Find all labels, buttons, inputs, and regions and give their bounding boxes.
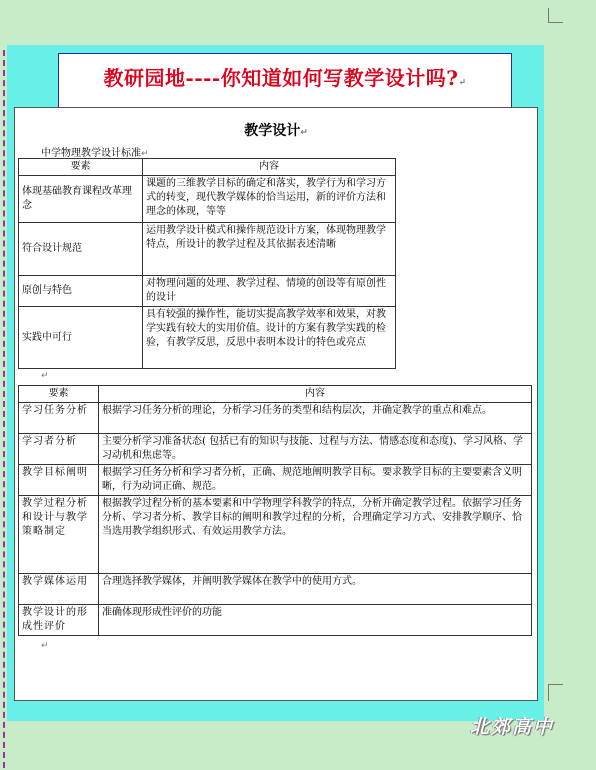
column-header: 内容 bbox=[143, 159, 396, 176]
table-cell-key: 体现基础教育课程改革理念 bbox=[19, 176, 143, 223]
table-cell-key: 学习任务分析 bbox=[19, 403, 99, 434]
table-header-row bbox=[19, 159, 396, 176]
school-watermark: 北郊高中 bbox=[470, 716, 555, 738]
document-panel bbox=[14, 107, 538, 701]
table-row bbox=[19, 403, 532, 434]
column-header: 要素 bbox=[19, 386, 99, 403]
table-cell-key: 教学媒体运用 bbox=[19, 574, 99, 605]
column-header: 内容 bbox=[99, 386, 532, 403]
table-cell-value: 根据学习任务分析和学习者分析，正确、规范地阐明教学目标。要求教学目标的主要要素含义明晰，行为动词正确、规范。 bbox=[99, 465, 532, 496]
table-cell-value: 主要分析学习准备状态( 包括已有的知识与技能、过程与方法、情感态度和态度)、学习风格、学习动机和焦虑等。 bbox=[99, 434, 532, 465]
table-row bbox=[19, 176, 396, 223]
table-row bbox=[19, 276, 396, 307]
table-cell-key: 学习者分析 bbox=[19, 434, 99, 465]
page-corner-mark-bottom bbox=[548, 684, 563, 701]
paragraph-mark: ↵ bbox=[41, 371, 49, 381]
banner-title-box bbox=[58, 53, 512, 108]
table-row bbox=[19, 307, 396, 369]
table-row bbox=[19, 605, 532, 636]
table-row bbox=[19, 223, 396, 276]
table-cell-value: 根据教学过程分析的基本要素和中学物理学科教学的特点，分析并确定教学过程。依据学习任务分析、学习者分析、教学目标的阐明和教学过程的分析，合理确定学习方式、安排教学顺序、恰当选用教学组织形式、有效运用教学方法。 bbox=[99, 496, 532, 574]
table-cell-value: 课题的三维教学目标的确定和落实，教学行为和学习方式的转变，现代教学媒体的恰当运用，新的评价方法和理念的体现，等等 bbox=[143, 176, 396, 223]
table-cell-value: 合理选择教学媒体，并阐明教学媒体在教学中的使用方式。 bbox=[99, 574, 532, 605]
table-cell-key: 教学过程分析和设计与教学策略制定 bbox=[19, 496, 99, 574]
table-cell-key: 教学设计的形成性评价 bbox=[19, 605, 99, 636]
table-cell-key: 原创与特色 bbox=[19, 276, 143, 307]
standards-table bbox=[18, 158, 396, 369]
table-cell-key: 符合设计规范 bbox=[19, 223, 143, 276]
table-cell-key: 实践中可行 bbox=[19, 307, 143, 369]
margin-guide-line bbox=[3, 50, 5, 768]
table-header-row bbox=[19, 386, 532, 403]
table-row bbox=[19, 496, 532, 574]
document-subtitle: 中学物理教学设计标准↵ bbox=[41, 148, 149, 159]
column-header: 要素 bbox=[19, 159, 143, 176]
document-title: 教学设计↵ bbox=[244, 123, 308, 139]
table-cell-value: 具有较强的操作性，能切实提高教学效率和效果，对教学实践有较大的实用价值。设计的方案有教学实践的检验，有教学反思，反思中表明本设计的特色或亮点 bbox=[143, 307, 396, 369]
table-cell-value: 对物理问题的处理、教学过程、情境的创设等有原创性的设计 bbox=[143, 276, 396, 307]
table-row bbox=[19, 434, 532, 465]
table-row bbox=[19, 574, 532, 605]
banner-title: 教研园地----你知道如何写教学设计吗?↵ bbox=[103, 66, 467, 90]
table-cell-value: 根据学习任务分析的理论，分析学习任务的类型和结构层次，并确定教学的重点和难点。 bbox=[99, 403, 532, 434]
table-cell-value: 运用教学设计模式和操作规范设计方案，体现物理教学特点，所设计的教学过程及其依据表述清晰 bbox=[143, 223, 396, 276]
page-corner-mark-top bbox=[548, 8, 563, 23]
elements-table bbox=[18, 385, 532, 636]
table-cell-key: 教学目标阐明 bbox=[19, 465, 99, 496]
paragraph-mark: ↵ bbox=[41, 641, 49, 651]
table-cell-value: 准确体现形成性评价的功能 bbox=[99, 605, 532, 636]
table-row bbox=[19, 465, 532, 496]
